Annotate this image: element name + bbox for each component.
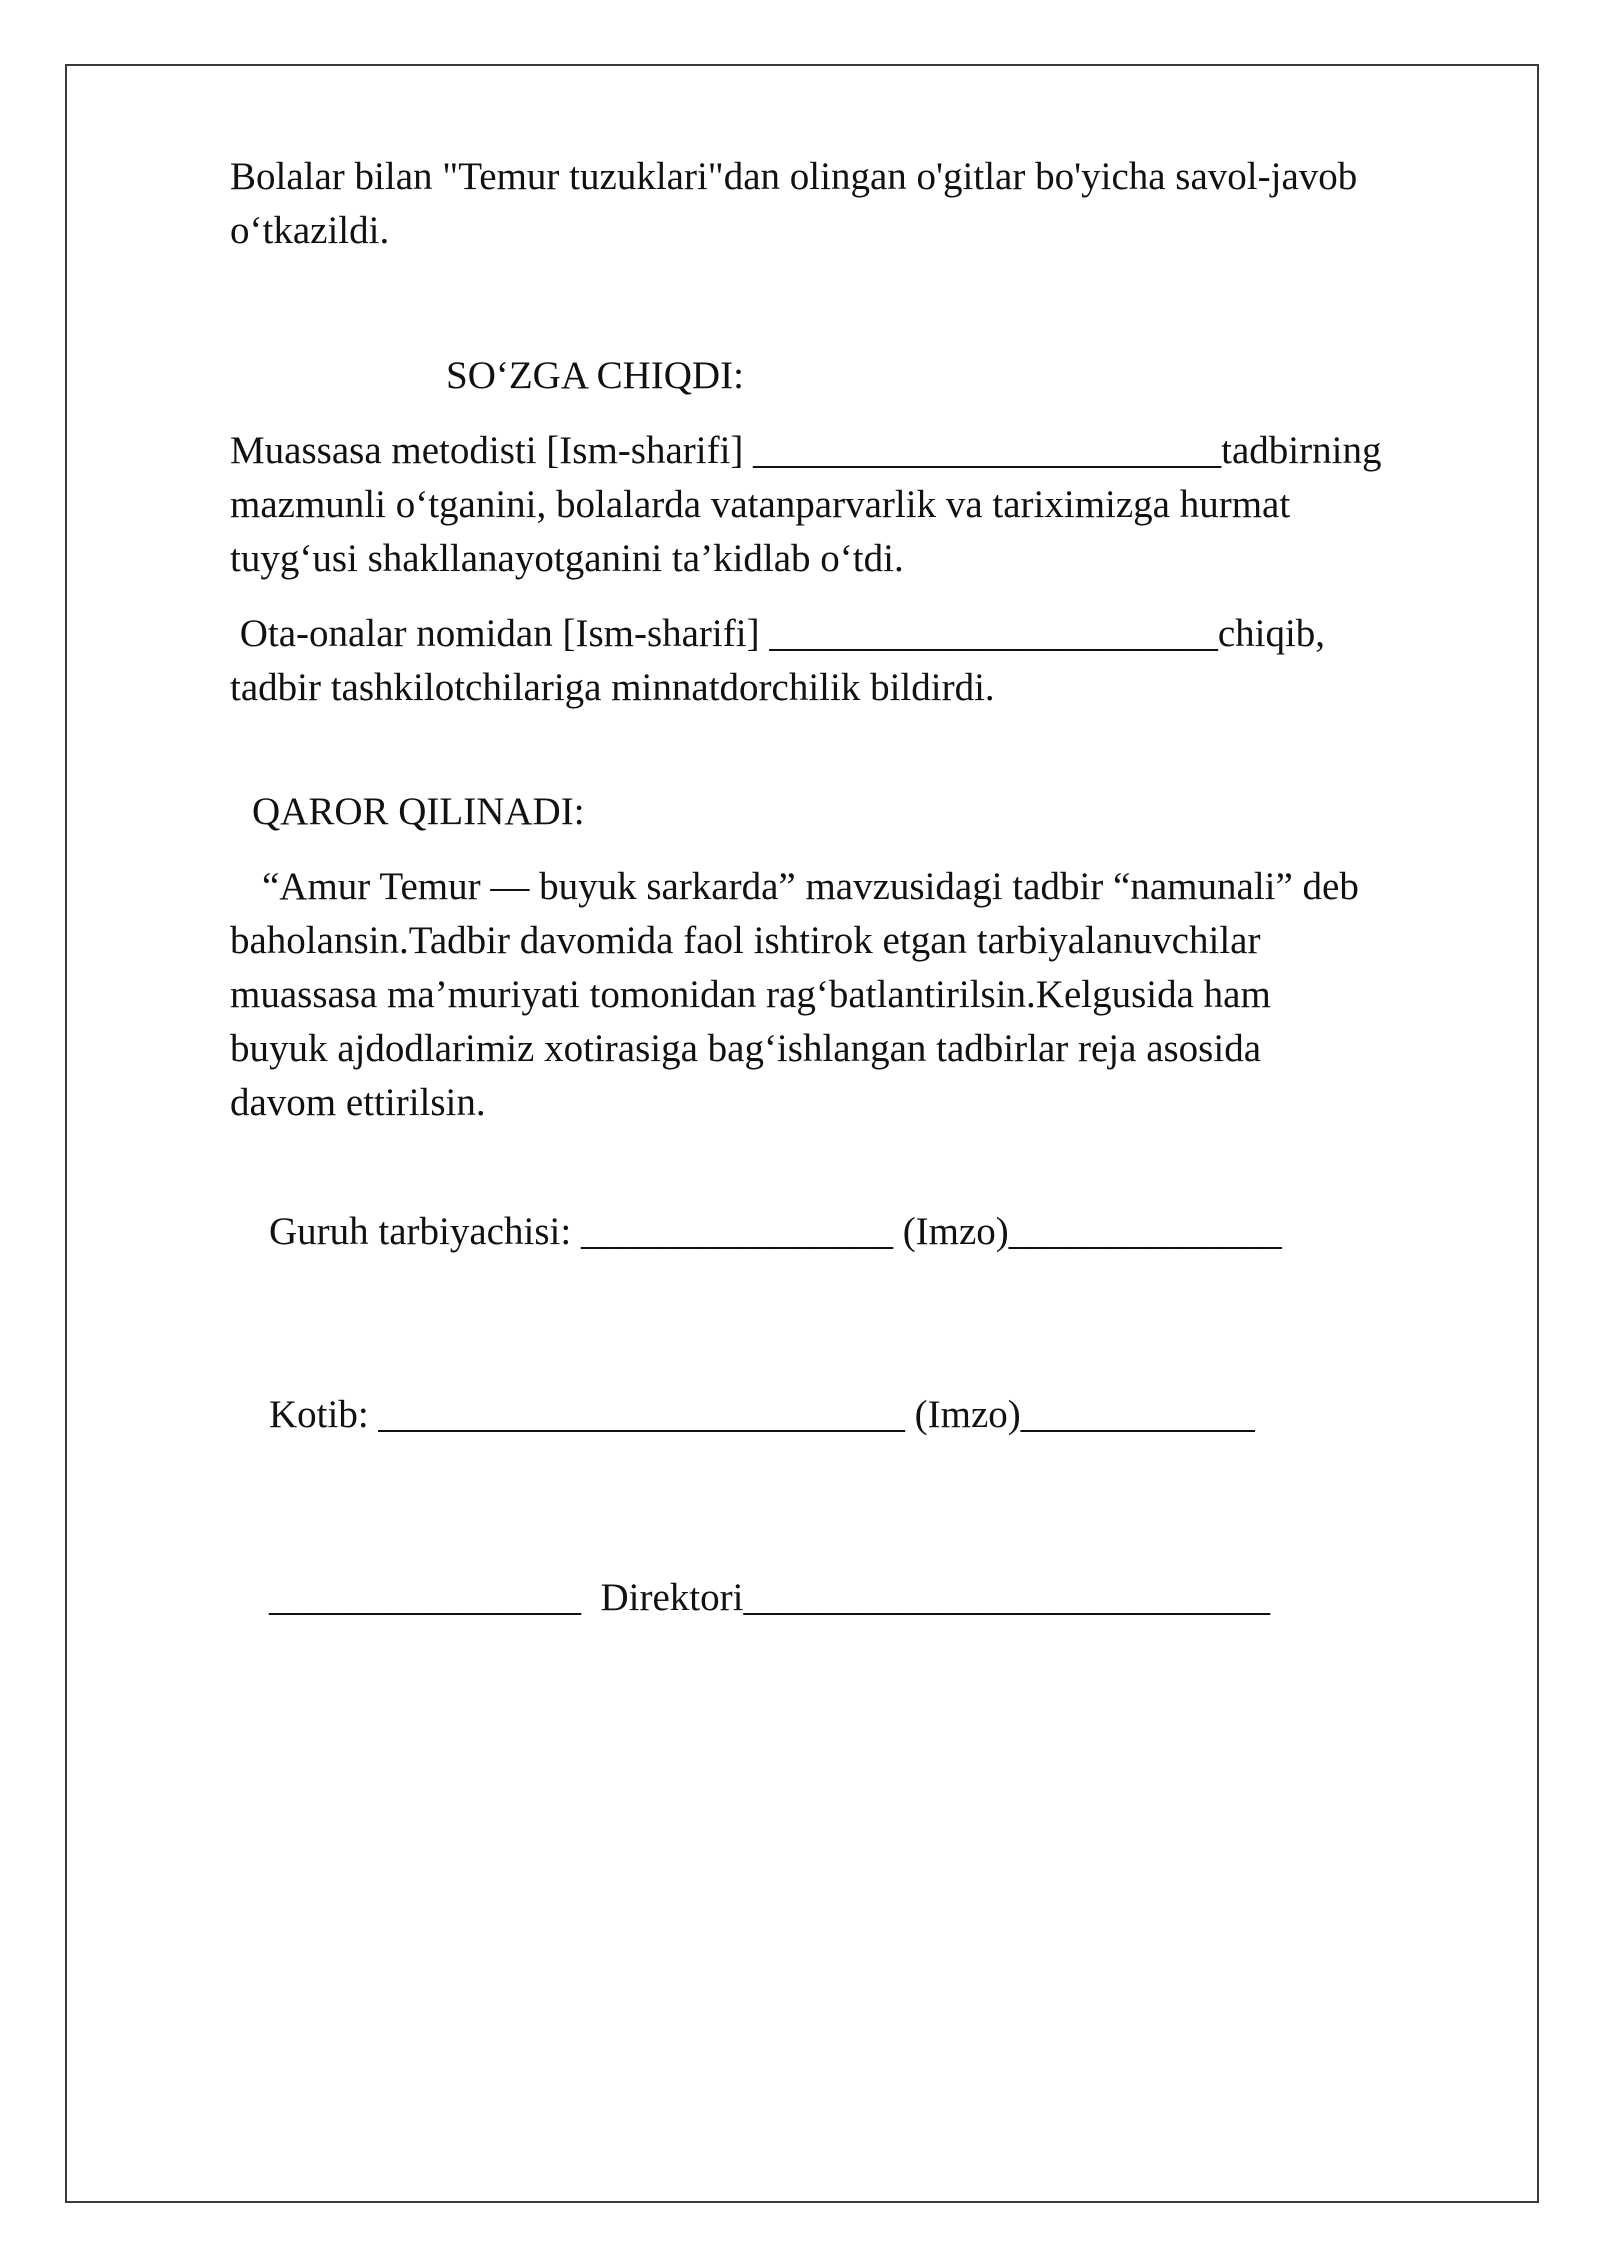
decision-line-2: baholansin.Tadbir davomida faol ishtirok etgan tarbiyalanuvchilar: [230, 919, 1261, 962]
secretary-signature-line: [230, 1334, 1490, 1496]
decision-line-4: buyuk ajdodlarimiz xotirasiga bag‘ishlangan tadbirlar reja asosida: [230, 1027, 1262, 1070]
intro-paragraph: [230, 150, 1490, 258]
intro-line-2: o‘tkazildi.: [230, 209, 390, 252]
teacher-signature-line: [230, 1151, 1490, 1313]
parents-line-2: tadbir tashkilotchilariga minnatdorchilik bildirdi.: [230, 666, 995, 709]
decision-line-1: “Amur Temur — buyuk sarkarda” mavzusidagi tadbir “namunali” deb: [262, 865, 1359, 908]
teacher-label: Guruh tarbiyachisi:: [269, 1210, 581, 1253]
parents-paragraph: [230, 607, 1490, 715]
decision-line-3: muassasa ma’muriyati tomonidan rag‘batlantirilsin.Kelgusida ham: [230, 973, 1271, 1016]
methodist-name-blank[interactable]: ________________________: [753, 429, 1222, 472]
parents-label: Ota-onalar nomidan [Ism-sharifi]: [230, 612, 770, 655]
methodist-tail: tadbirning: [1221, 429, 1382, 472]
decision-paragraph: [230, 860, 1490, 1130]
teacher-imzo-label: (Imzo): [892, 1210, 1009, 1253]
secretary-signature-blank[interactable]: ____________: [1020, 1393, 1255, 1436]
parents-line-1: [230, 607, 1490, 661]
methodist-line-2: mazmunli o‘tganini, bolalarda vatanparvarlik va tariximizga hurmat: [230, 483, 1291, 526]
methodist-line-3: tuyg‘usi shakllanayotganini ta’kidlab o‘tdi.: [230, 537, 904, 580]
institution-name-blank[interactable]: ________________: [269, 1576, 581, 1619]
teacher-name-blank[interactable]: ________________: [580, 1210, 893, 1253]
teacher-signature-blank[interactable]: ______________: [1008, 1210, 1282, 1253]
intro-line-1: Bolalar bilan "Temur tuzuklari"dan olingan o'gitlar bo'yicha savol-javob: [230, 155, 1358, 198]
director-signature-line: [230, 1517, 1490, 1679]
parents-tail: chiqib,: [1217, 612, 1326, 655]
methodist-label: Muassasa metodisti [Ism-sharifi]: [230, 429, 754, 472]
secretary-imzo-label: (Imzo): [904, 1393, 1021, 1436]
decision-heading: QAROR QILINADI:: [252, 790, 585, 833]
speakers-heading: SO‘ZGA CHIQDI:: [446, 354, 744, 397]
director-label: Direktori: [581, 1576, 744, 1619]
decision-line-5: davom ettirilsin.: [230, 1081, 486, 1124]
secretary-label: Kotib:: [269, 1393, 379, 1436]
methodist-line-1: [230, 424, 1490, 478]
methodist-paragraph: [230, 424, 1490, 586]
document-body: [230, 150, 1490, 1700]
parents-name-blank[interactable]: _______________________: [769, 612, 1218, 655]
secretary-name-blank[interactable]: ___________________________: [378, 1393, 905, 1436]
director-signature-blank[interactable]: ___________________________: [743, 1576, 1270, 1619]
